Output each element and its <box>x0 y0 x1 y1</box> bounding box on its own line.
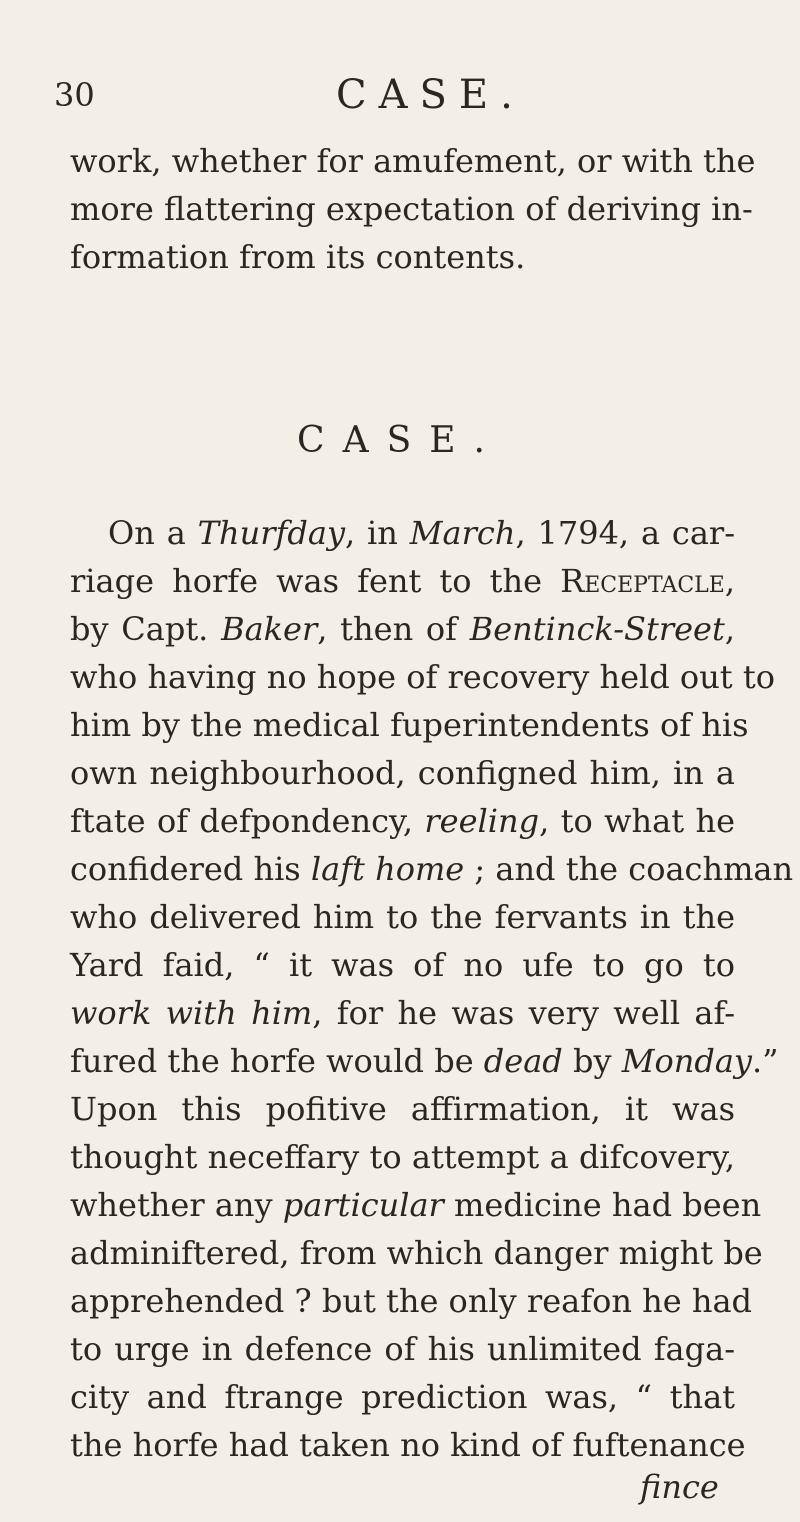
running-head <box>54 70 754 120</box>
text-line: ftate of defpondency, reeling, to what he <box>70 802 736 840</box>
text-line: apprehended ? but the only reafon he had <box>70 1282 752 1320</box>
text-line: fured the horfe would be dead by Monday.” <box>70 1042 779 1080</box>
case-heading: CASE. <box>297 420 503 461</box>
text-line: On a Thurfday, in March, 1794, a car- <box>108 514 736 552</box>
text-line: adminiftered, from which danger might be <box>70 1234 763 1272</box>
text-line: confidered his laft home ; and the coachman <box>70 850 794 888</box>
text-line: own neighbourhood, configned him, in a <box>70 754 735 792</box>
text-line: formation from its contents. <box>70 238 526 276</box>
text-line: by Capt. Baker, then of Bentinck-Street, <box>70 610 736 648</box>
text-line: riage horfe was fent to the Receptacle, <box>70 562 735 600</box>
text-line: more flattering expectation of deriving in- <box>70 190 753 228</box>
text-line: the horfe had taken no kind of fuftenance <box>70 1426 746 1464</box>
text-line: who delivered him to the fervants in the <box>70 898 735 936</box>
text-line: work, whether for amufement, or with the <box>70 142 756 180</box>
text-line: thought neceffary to attempt a difcovery, <box>70 1138 735 1176</box>
text-line: city and ftrange prediction was, “ that <box>70 1378 735 1416</box>
text-line: Yard faid, “ it was of no ufe to go to <box>70 946 735 984</box>
text-line: him by the medical fuperintendents of his <box>70 706 749 744</box>
running-title: CASE. <box>336 72 525 118</box>
text-line: to urge in defence of his unlimited faga- <box>70 1330 735 1368</box>
text-line: Upon this pofitive affirmation, it was <box>70 1090 735 1128</box>
text-line: whether any particular medicine had been <box>70 1186 762 1224</box>
catchword: fince <box>640 1468 719 1506</box>
text-line: who having no hope of recovery held out to <box>70 658 775 696</box>
page-number: 30 <box>54 76 95 114</box>
text-line: work with him, for he was very well af- <box>70 994 736 1032</box>
